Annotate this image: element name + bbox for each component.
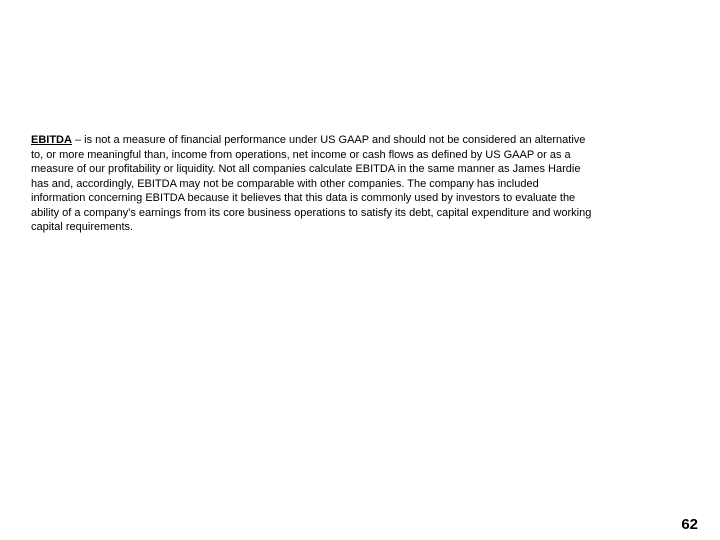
paragraph-line: measure of our profitability or liquidity. Not all companies calculate EBITDA in the same manner as James Hardie <box>31 163 581 175</box>
ebitda-disclaimer-paragraph <box>31 133 676 235</box>
paragraph-line <box>31 133 676 148</box>
paragraph-line: ability of a company's earnings from its core business operations to satisfy its debt, capital expenditure and working <box>31 206 592 219</box>
paragraph-line: to, or more meaningful than, income from operations, net income or cash flows as defined by US GAAP or as a <box>31 148 571 161</box>
page-number: 62 <box>681 516 698 533</box>
paragraph-line: capital requirements. <box>31 221 134 233</box>
ebitda-term: EBITDA <box>31 134 72 146</box>
paragraph-line: information concerning EBITDA because it believes that this data is commonly used by investors to evaluate the <box>31 192 576 204</box>
paragraph-line-text: – is not a measure of financial performance under US GAAP and should not be considered an alternative <box>71 134 586 146</box>
paragraph-line: has and, accordingly, EBITDA may not be comparable with other companies. The company has included <box>31 177 539 190</box>
